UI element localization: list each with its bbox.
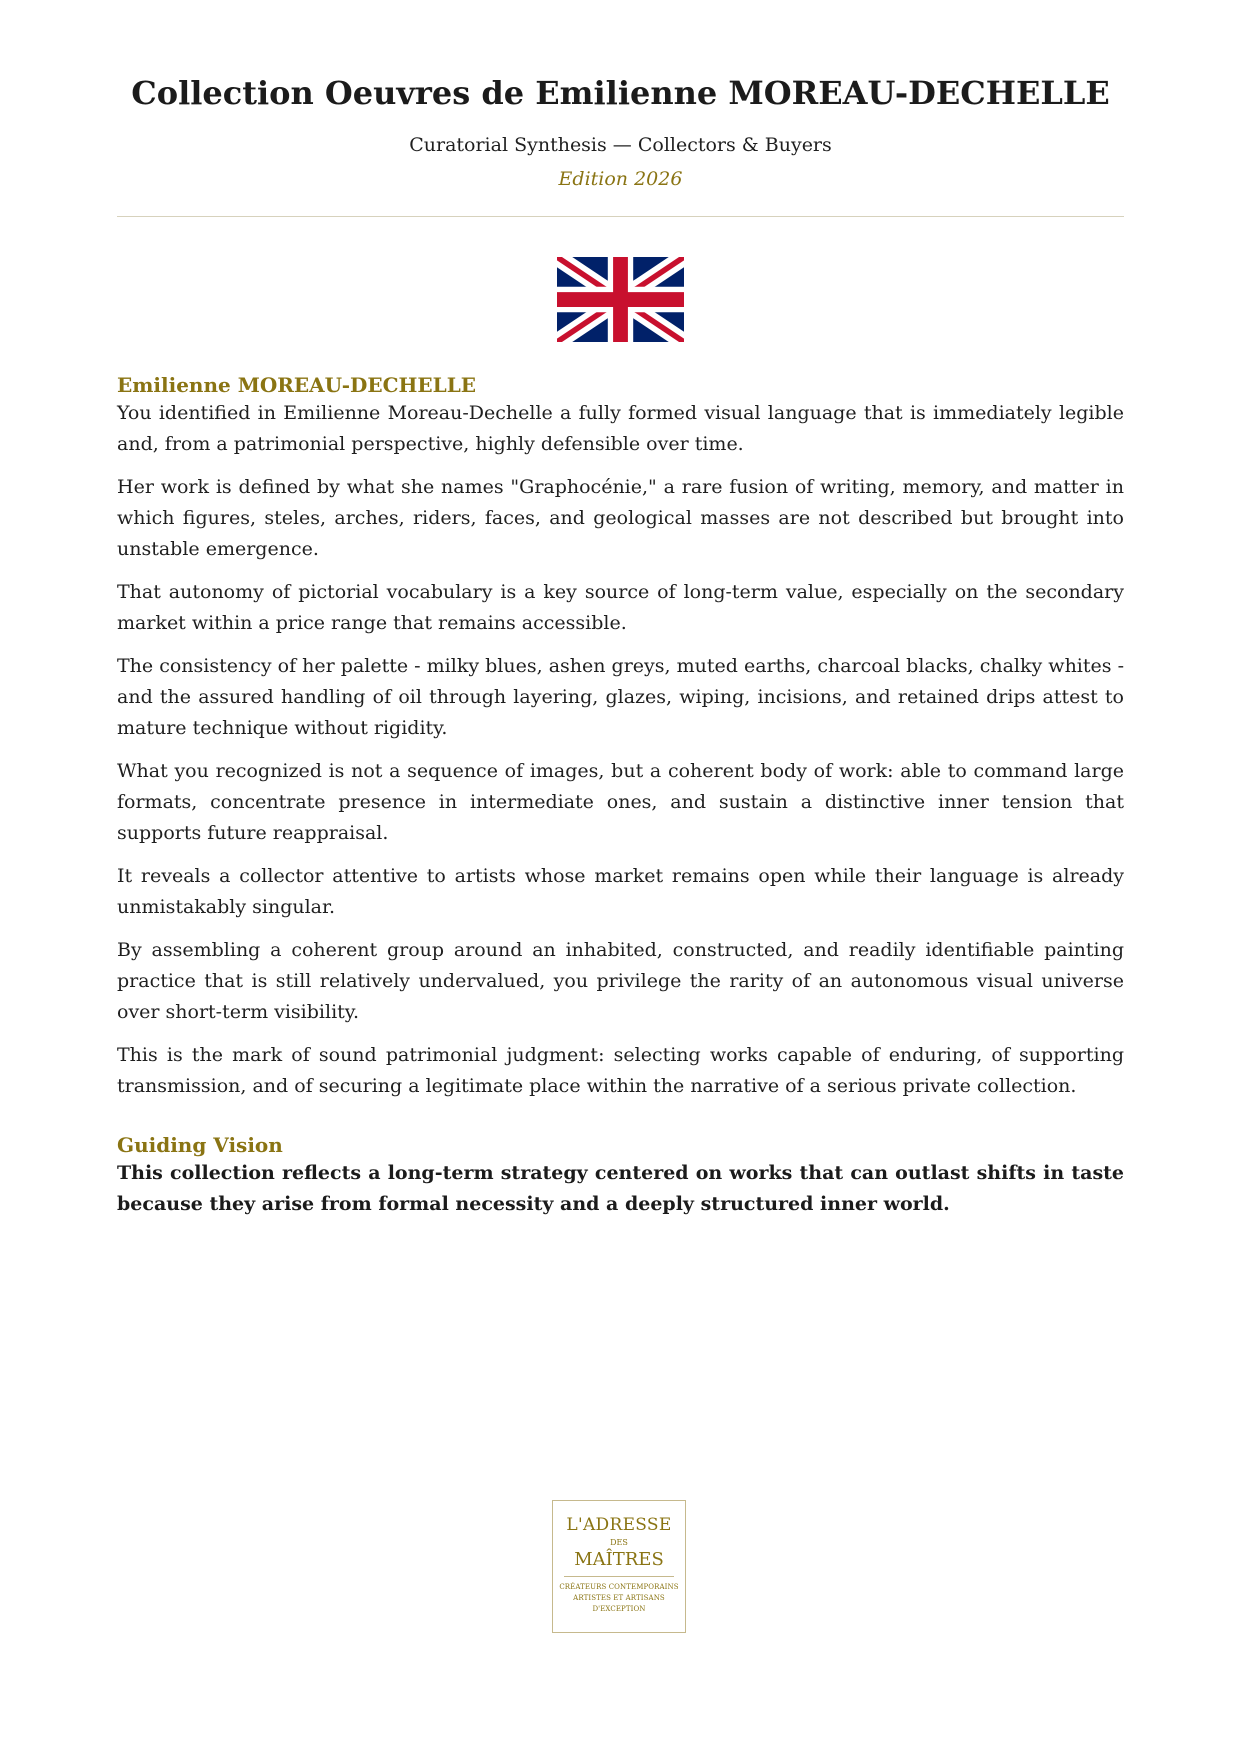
paragraph: Her work is defined by what she names "Graphocénie," a rare fusion of writing, memory, and matter in which figures, steles, arches, riders, faces, and geological masses are not described but brought into unstable emergence. (117, 476, 1124, 560)
page-title: Collection Oeuvres de Emilienne MOREAU-DECHELLE (131, 74, 1110, 112)
paragraph: This is the mark of sound patrimonial judgment: selecting works capable of enduring, of supporting transmission, and of securing a legitimate place within the narrative of a serious private collection. (117, 1044, 1124, 1097)
edition-label: Edition 2026 (558, 168, 683, 190)
paragraph: You identified in Emilienne Moreau-Dechelle a fully formed visual language that is immediately legible and, from a patrimonial perspective, highly defensible over time. (117, 402, 1124, 455)
paragraph: The consistency of her palette - milky blues, ashen greys, muted earths, charcoal blacks, chalky whites - and the assured handling of oil through layering, glazes, wiping, incisions, and retained drips attest to mature technique without rigidity. (117, 655, 1124, 739)
brand-logo (552, 1500, 686, 1633)
paragraph: That autonomy of pictorial vocabulary is a key source of long-term value, especially on the secondary market within a price range that remains accessible. (117, 581, 1124, 634)
logo-tagline-2: ARTISTES ET ARTISANS (573, 1594, 665, 1602)
header-divider (117, 216, 1124, 217)
logo-divider (564, 1576, 674, 1577)
paragraph: By assembling a coherent group around an inhabited, constructed, and readily identifiable painting practice that is still relatively undervalued, you privilege the rarity of an autonomous visual universe over short-term visibility. (117, 939, 1124, 1023)
logo-line-adresse: L'ADRESSE (566, 1515, 672, 1535)
logo-line-des: DES (610, 1538, 628, 1547)
uk-flag-icon (557, 257, 684, 342)
artist-heading: Emilienne MOREAU-DECHELLE (117, 373, 477, 397)
main-content (117, 372, 1124, 1220)
logo-tagline-1: CRÉATEURS CONTEMPORAINS (559, 1583, 679, 1591)
logo-line-maitres: MAÎTRES (574, 1549, 664, 1570)
page-subtitle: Curatorial Synthesis — Collectors & Buyers (409, 134, 832, 156)
logo-tagline-3: D'EXCEPTION (592, 1605, 646, 1613)
vision-statement: This collection reflects a long-term strategy centered on works that can outlast shifts in taste because they arise from formal necessity and a deeply structured inner world. (117, 1162, 1124, 1215)
paragraph: It reveals a collector attentive to artists whose market remains open while their language is already unmistakably singular. (117, 865, 1124, 918)
paragraph: What you recognized is not a sequence of images, but a coherent body of work: able to command large formats, concentrate presence in intermediate ones, and sustain a distinctive inner tension that supports future reappraisal. (117, 760, 1124, 844)
vision-heading: Guiding Vision (117, 1133, 283, 1157)
